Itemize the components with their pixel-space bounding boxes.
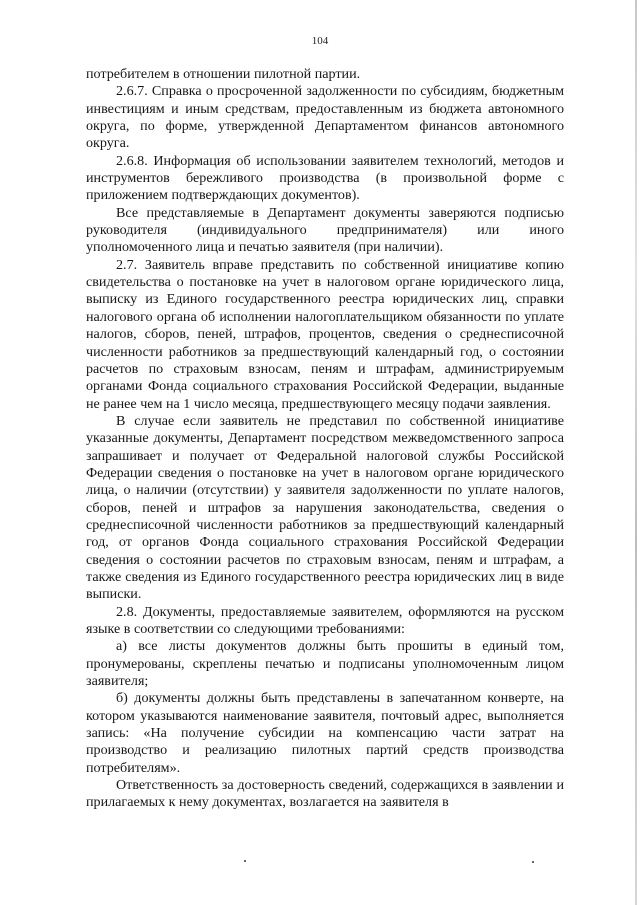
paragraph-2-6-7: 2.6.7. Справка о просроченной задолженности по субсидиям, бюджетным инвестициям и иным средствам, предоставленным из бюджета автономного округа, по форме, утвержденной Департаментом финансов автономного округа. [86, 83, 564, 152]
scan-speck [532, 861, 534, 863]
paragraph-2-7: 2.7. Заявитель вправе представить по собственной инициативе копию свидетельства о постановке на учет в налоговом органе юридического лица, выписку из Единого государственного реестра юридических лиц, справки налогового органа об исполнении налогоплательщиком обязанности по уплате налогов, сборов, пеней, штрафов, процентов, сведения о среднесписочной численности работников за предшествующий календарный год, о состоянии расчетов по страховым взносам, пеням и штрафам, администрируемым органами Фонда социального страхования Российской Федерации, выданные не ранее чем на 1 число месяца, предшествующего месяцу подачи заявления. [86, 256, 564, 412]
paragraph-2-6-8: 2.6.8. Информация об использовании заявителем технологий, методов и инструментов бережливого производства (в произвольной форме с приложением подтверждающих документов). [86, 152, 564, 204]
paragraph-2-8: 2.8. Документы, предоставляемые заявителем, оформляются на русском языке в соответствии со следующими требованиями: [86, 603, 564, 637]
page-number: 104 [311, 35, 329, 47]
paragraph-interagency-request: В случае если заявитель не представил по собственной инициативе указанные документы, Департамент посредством межведомственного запроса запрашивает и получает от Федеральной налоговой службы Российской Федерации сведения о постановке на учет в налоговом органе юридического лица, о наличии (отсутствии) у заявителя задолженности по уплате налогов, сборов, пеней и штрафов за нарушения законодательства, сведения о среднесписочной численности работников за предшествующий календарный год, от органов Фонда социального страхования Российской Федерации сведения о состоянии расчетов по страховым взносам, пеням и штрафам, а также сведения из Единого государственного реестра юридических лиц в виде выписки. [86, 412, 564, 603]
paragraph-requirement-b: б) документы должны быть представлены в запечатанном конверте, на котором указываются наименование заявителя, почтовый адрес, выполняется запись: «На получение субсидии на компенсацию части затрат на производство и реализацию пилотных партий средств производства потребителям». [86, 690, 564, 776]
paragraph-continuation: потребителем в отношении пилотной партии. [86, 66, 361, 82]
scan-speck [244, 860, 246, 862]
scan-edge [635, 0, 637, 905]
paragraph-requirement-a: а) все листы документов должны быть прошиты в единый том, пронумерованы, скреплены печатью и подписаны уполномоченным лицом заявителя; [86, 638, 564, 690]
paragraph-responsibility: Ответственность за достоверность сведений, содержащихся в заявлении и прилагаемых к нему документах, возлагается на заявителя в [86, 777, 564, 811]
paragraph-certification: Все представляемые в Департамент документы заверяются подписью руководителя (индивидуального предпринимателя) или иного уполномоченного лица и печатью заявителя (при наличии). [86, 204, 564, 256]
document-body [86, 66, 564, 812]
